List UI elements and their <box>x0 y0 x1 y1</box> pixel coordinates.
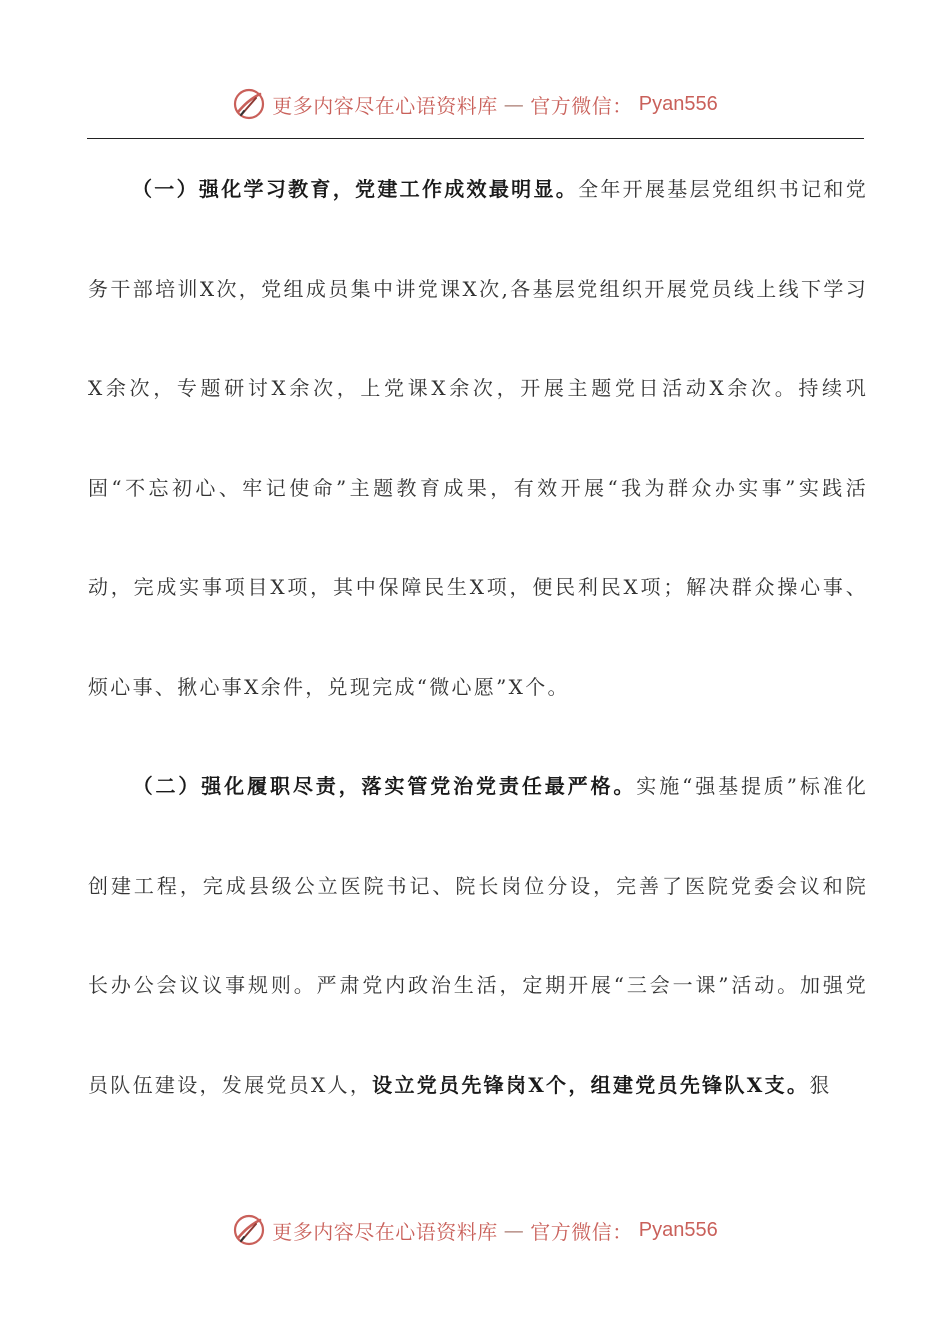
paragraph-2-tail: 狠 <box>809 1072 832 1097</box>
banner-separator: — <box>503 92 525 116</box>
paragraph-1 <box>88 140 868 737</box>
header-banner <box>0 84 950 124</box>
footer-separator: — <box>503 1218 525 1242</box>
paragraph-2-bold-text: 设立党员先锋岗X个，组建党员先锋队X支。 <box>372 1072 810 1097</box>
pen-logo-icon <box>232 1213 266 1247</box>
header-divider <box>87 138 864 139</box>
footer-banner <box>0 1210 950 1250</box>
paragraph-2-body: 实施“强基提质”标准化创建工程，完成县级公立医院书记、院长岗位分设，完善了医院党委会议和院长办公会议议事规则。严肃党内政治生活，定期开展“三会一课”活动。加强党员队伍建设，发展党员X人， <box>88 774 868 1097</box>
pen-logo-icon <box>232 87 266 121</box>
paragraph-1-body: 全年开展基层党组织书记和党务干部培训X次，党组成员集中讲党课X次,各基层党组织开展党员线上线下学习X余次，专题研讨X余次，上党课X余次，开展主题党日活动X余次。持续巩固“不忘初心、牢记使命”主题教育成果，有效开展“我为群众办实事”实践活动，完成实事项目X项，其中保障民生X项，便民利民X项；解决群众操心事、烦心事、揪心事X余件，兑现完成“微心愿”X个。 <box>88 177 868 699</box>
banner-title: 更多内容尽在心语资料库 <box>272 93 498 118</box>
banner-wechat-label: 官方微信： <box>530 93 633 118</box>
footer-wechat-label: 官方微信： <box>530 1219 633 1244</box>
paragraph-1-heading: （一）强化学习教育，党建工作成效最明显。 <box>132 177 579 201</box>
paragraph-2 <box>88 737 868 1135</box>
banner-wechat-id: Pyan556 <box>638 92 718 115</box>
document-body <box>88 140 868 1135</box>
footer-title: 更多内容尽在心语资料库 <box>272 1219 498 1244</box>
footer-wechat-id: Pyan556 <box>638 1218 718 1241</box>
paragraph-2-heading: （二）强化履职尽责，落实管党治党责任最严格。 <box>132 774 637 798</box>
